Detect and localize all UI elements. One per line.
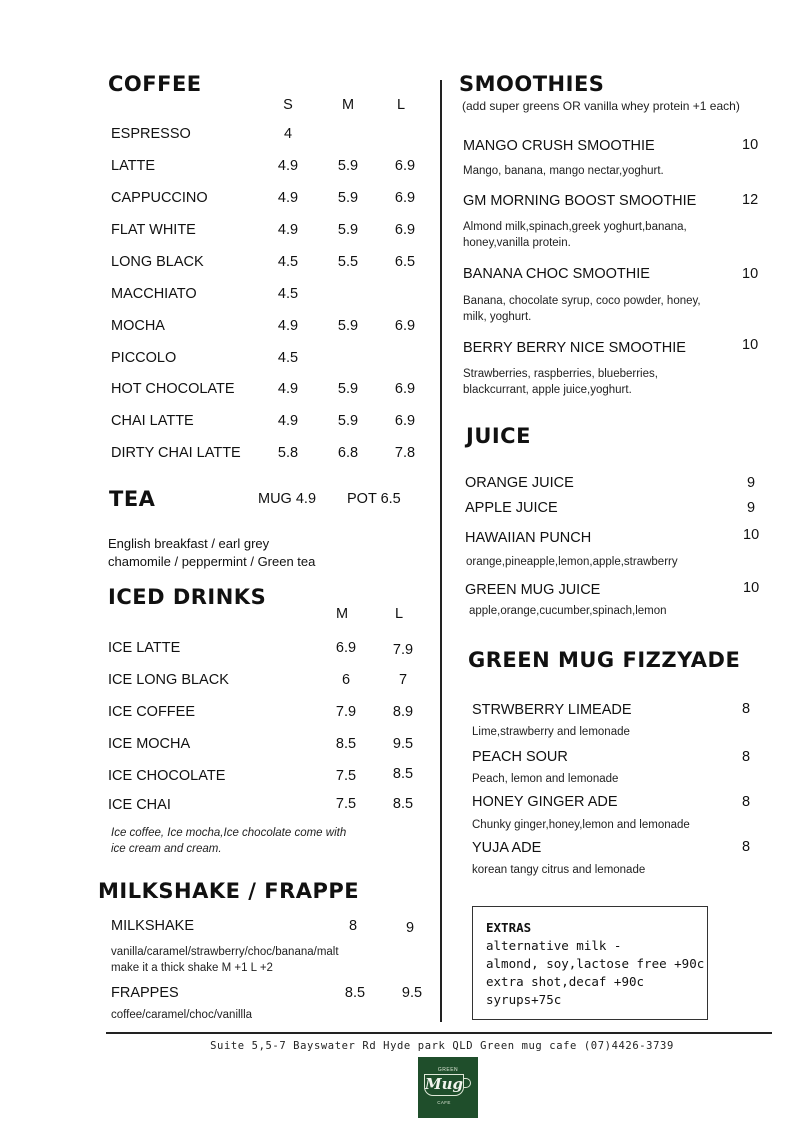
- fizzyade-price: 8: [742, 794, 751, 810]
- coffee-price-s: 4.9: [277, 413, 299, 429]
- smoothie-ingredients: Mango, banana, mango nectar,yoghurt.: [463, 165, 664, 177]
- coffee-price-s: 4.9: [277, 222, 299, 238]
- tea-heading: TEA: [109, 487, 156, 511]
- fizzyade-item-name: YUJA ADE: [472, 840, 542, 856]
- iced-drinks-heading: ICED DRINKS: [108, 585, 267, 609]
- smoothie-price: 12: [742, 192, 759, 208]
- frappe-flavours: coffee/caramel/choc/vanillla: [111, 1009, 253, 1021]
- juice-price: 9: [747, 500, 756, 516]
- coffee-price-s: 5.8: [277, 445, 299, 461]
- fizzyade-item-name: HONEY GINGER ADE: [472, 794, 618, 810]
- smoothies-heading: SMOOTHIES: [459, 72, 605, 96]
- smoothie-item-name: MANGO CRUSH SMOOTHIE: [463, 138, 655, 154]
- smoothie-price: 10: [742, 266, 759, 282]
- fizzyade-ingredients: Chunky ginger,honey,lemon and lemonade: [472, 819, 690, 831]
- smoothie-ingredients: Almond milk,spinach,greek yoghurt,banana,: [463, 221, 687, 233]
- fizzyade-item-name: PEACH SOUR: [472, 749, 568, 765]
- milkshake-flavours: vanilla/caramel/strawberry/choc/banana/malt: [111, 946, 339, 958]
- smoothie-item-name: BERRY BERRY NICE SMOOTHIE: [463, 340, 686, 356]
- tea-varieties-line: chamomile / peppermint / Green tea: [108, 554, 316, 569]
- coffee-item-name: CAPPUCCINO: [111, 190, 208, 206]
- smoothies-subtitle: (add super greens OR vanilla whey protein +1 each): [462, 99, 740, 113]
- fizzyade-item-name: STRWBERRY LIMEADE: [472, 702, 632, 718]
- coffee-item-name: DIRTY CHAI LATTE: [111, 445, 241, 461]
- coffee-price-m: 5.9: [337, 318, 359, 334]
- coffee-price-l: 6.9: [394, 381, 416, 397]
- iced-note-line: Ice coffee, Ice mocha,Ice chocolate come with: [111, 827, 347, 839]
- column-divider: [440, 80, 442, 1022]
- extras-line: alternative milk -: [486, 938, 622, 953]
- iced-item-name: ICE CHAI: [108, 797, 171, 813]
- logo-word: Mug: [425, 1075, 463, 1093]
- coffee-price-m: 5.9: [337, 381, 359, 397]
- juice-price: 9: [747, 475, 756, 491]
- logo-bottom-text: CAFE: [437, 1100, 451, 1105]
- coffee-item-name: MACCHIATO: [111, 286, 197, 302]
- footer-divider: [106, 1032, 772, 1034]
- milkshake-item-name: MILKSHAKE: [111, 918, 194, 934]
- coffee-price-s: 4.5: [277, 286, 299, 302]
- coffee-price-s: 4.5: [277, 350, 299, 366]
- extras-line: almond, soy,lactose free +90c: [486, 956, 705, 971]
- coffee-price-s: 4: [283, 126, 293, 142]
- tea-pot-price: POT 6.5: [347, 491, 401, 507]
- coffee-item-name: HOT CHOCOLATE: [111, 381, 235, 397]
- iced-size-l: L: [394, 606, 404, 622]
- coffee-price-l: 6.9: [394, 222, 416, 238]
- iced-size-m: M: [335, 606, 349, 622]
- fizzyade-price: 8: [742, 749, 751, 765]
- coffee-price-l: 6.9: [394, 413, 416, 429]
- smoothie-ingredients: milk, yoghurt.: [463, 311, 532, 323]
- iced-price-l: 8.5: [392, 766, 414, 782]
- coffee-price-s: 4.9: [277, 381, 299, 397]
- juice-price: 10: [743, 580, 760, 596]
- milkshake-item-name: FRAPPES: [111, 985, 179, 1001]
- fizzyade-ingredients: korean tangy citrus and lemonade: [472, 864, 646, 876]
- coffee-item-name: MOCHA: [111, 318, 165, 334]
- smoothie-ingredients: blackcurrant, apple juice,yoghurt.: [463, 384, 632, 396]
- logo-top-text: GREEN: [437, 1067, 459, 1073]
- juice-heading: JUICE: [466, 424, 531, 448]
- green-mug-logo: [418, 1057, 478, 1118]
- milkshake-price-l: 9: [405, 920, 415, 936]
- milkshake-thick-note: make it a thick shake M +1 L +2: [111, 962, 273, 974]
- juice-price: 10: [743, 527, 760, 543]
- coffee-item-name: FLAT WHITE: [111, 222, 196, 238]
- juice-item-name: HAWAIIAN PUNCH: [465, 530, 592, 546]
- smoothie-price: 10: [742, 337, 759, 353]
- iced-note-line: ice cream and cream.: [111, 843, 222, 855]
- coffee-price-s: 4.9: [277, 318, 299, 334]
- extras-line: syrups+75c: [486, 992, 562, 1007]
- iced-item-name: ICE COFFEE: [108, 704, 196, 720]
- mug-handle-icon: [463, 1078, 471, 1088]
- juice-item-name: ORANGE JUICE: [465, 475, 574, 491]
- coffee-item-name: LATTE: [111, 158, 156, 174]
- extras-heading: EXTRAS: [486, 920, 532, 935]
- milkshake-heading: MILKSHAKE / FRAPPE: [98, 879, 360, 903]
- iced-item-name: ICE MOCHA: [108, 736, 191, 752]
- fizzyade-ingredients: Lime,strawberry and lemonade: [472, 726, 630, 738]
- coffee-price-m: 5.9: [337, 190, 359, 206]
- coffee-price-s: 4.9: [277, 158, 299, 174]
- coffee-item-name: ESPRESSO: [111, 126, 191, 142]
- iced-item-name: ICE CHOCOLATE: [108, 768, 226, 784]
- coffee-size-s: S: [283, 97, 293, 113]
- iced-price-l: 8.9: [392, 704, 414, 720]
- iced-price-l: 8.5: [392, 796, 414, 812]
- smoothie-ingredients: Banana, chocolate syrup, coco powder, honey,: [463, 295, 701, 307]
- footer-address: Suite 5,5-7 Bayswater Rd Hyde park QLD Green mug cafe (07)4426-3739: [210, 1040, 674, 1052]
- smoothie-item-name: BANANA CHOC SMOOTHIE: [463, 266, 650, 282]
- coffee-price-l: 6.5: [394, 254, 416, 270]
- coffee-size-m: M: [341, 97, 355, 113]
- iced-price-m: 8.5: [335, 736, 357, 752]
- smoothie-price: 10: [742, 137, 759, 153]
- tea-varieties-line: English breakfast / earl grey: [108, 536, 270, 551]
- smoothie-ingredients: honey,vanilla protein.: [463, 237, 571, 249]
- fizzyade-ingredients: Peach, lemon and lemonade: [472, 773, 619, 785]
- juice-ingredients: orange,pineapple,lemon,apple,strawberry: [466, 556, 678, 568]
- juice-ingredients: apple,orange,cucumber,spinach,lemon: [469, 605, 667, 617]
- coffee-price-l: 6.9: [394, 158, 416, 174]
- coffee-price-s: 4.9: [277, 190, 299, 206]
- iced-price-l: 7: [398, 672, 408, 688]
- iced-item-name: ICE LONG BLACK: [108, 672, 229, 688]
- iced-price-m: 6.9: [335, 640, 357, 656]
- iced-price-m: 7.9: [335, 704, 357, 720]
- iced-price-m: 7.5: [335, 796, 357, 812]
- milkshake-price-m: 8: [348, 918, 358, 934]
- fizzyade-price: 8: [742, 701, 751, 717]
- coffee-price-l: 7.8: [394, 445, 416, 461]
- coffee-item-name: PICCOLO: [111, 350, 177, 366]
- coffee-price-l: 6.9: [394, 318, 416, 334]
- tea-mug-price: MUG 4.9: [258, 491, 317, 507]
- juice-item-name: APPLE JUICE: [465, 500, 558, 516]
- fizzyade-price: 8: [742, 839, 751, 855]
- milkshake-price-l: 9.5: [401, 985, 423, 1001]
- iced-price-l: 9.5: [392, 736, 414, 752]
- coffee-price-m: 6.8: [337, 445, 359, 461]
- coffee-price-m: 5.5: [337, 254, 359, 270]
- coffee-item-name: CHAI LATTE: [111, 413, 194, 429]
- coffee-heading: COFFEE: [108, 72, 202, 96]
- iced-item-name: ICE LATTE: [108, 640, 181, 656]
- coffee-price-m: 5.9: [337, 413, 359, 429]
- coffee-price-l: 6.9: [394, 190, 416, 206]
- smoothie-item-name: GM MORNING BOOST SMOOTHIE: [463, 193, 697, 209]
- smoothie-ingredients: Strawberries, raspberries, blueberries,: [463, 368, 658, 380]
- iced-price-m: 7.5: [335, 768, 357, 784]
- milkshake-price-m: 8.5: [344, 985, 366, 1001]
- coffee-size-l: L: [396, 97, 406, 113]
- extras-line: extra shot,decaf +90c: [486, 974, 645, 989]
- coffee-price-m: 5.9: [337, 222, 359, 238]
- iced-price-l: 7.9: [392, 642, 414, 658]
- iced-price-m: 6: [341, 672, 351, 688]
- coffee-item-name: LONG BLACK: [111, 254, 204, 270]
- juice-item-name: GREEN MUG JUICE: [465, 582, 601, 598]
- coffee-price-s: 4.5: [277, 254, 299, 270]
- coffee-price-m: 5.9: [337, 158, 359, 174]
- fizzyade-heading: GREEN MUG FIZZYADE: [468, 648, 741, 672]
